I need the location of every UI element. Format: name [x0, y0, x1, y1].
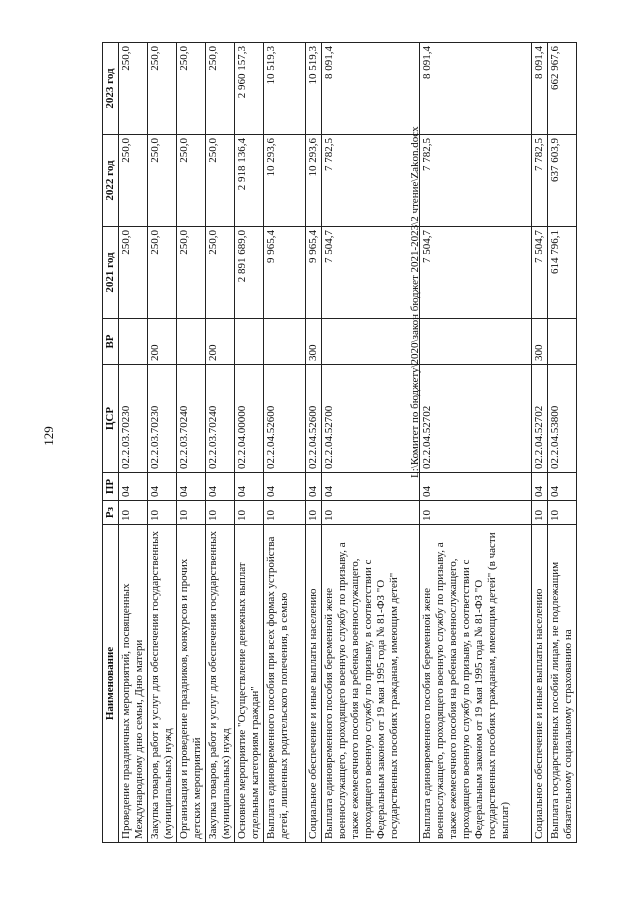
cell-2021: 7 504,7: [532, 227, 548, 319]
cell-2022: 2 918 136,4: [235, 135, 264, 227]
table-row: [532, 43, 548, 843]
cell-vr: [119, 319, 148, 365]
cell-vr: [548, 319, 577, 365]
cell-rz: 10: [235, 501, 264, 525]
cell-rz: 10: [420, 501, 532, 525]
cell-2023: 8 091,4: [322, 43, 420, 135]
cell-2021: 614 796,1: [548, 227, 577, 319]
table-row: [322, 43, 420, 843]
cell-name: Социальное обеспечение и иные выплаты населению: [532, 525, 548, 843]
cell-rz: 10: [322, 501, 420, 525]
cell-vr: [177, 319, 206, 365]
cell-pr: 04: [548, 473, 577, 501]
cell-name: Основное мероприятие "Осуществление денежных выплат отдельным категориям граждан": [235, 525, 264, 843]
page-number: 129: [41, 426, 56, 446]
cell-2022: 7 782,5: [532, 135, 548, 227]
table-row: [206, 43, 235, 843]
header-vr: ВР: [103, 319, 119, 365]
cell-vr: [264, 319, 306, 365]
cell-csr: 02.2.04.52700: [322, 365, 420, 473]
cell-2023: 8 091,4: [420, 43, 532, 135]
cell-2023: 250,0: [119, 43, 148, 135]
cell-2022: 10 293,6: [306, 135, 322, 227]
cell-2023: 250,0: [148, 43, 177, 135]
cell-vr: [420, 319, 532, 365]
cell-2023: 10 519,3: [306, 43, 322, 135]
cell-name: Закупка товаров, работ и услуг для обеспечения государственных (муниципальных) нужд: [148, 525, 177, 843]
cell-vr: 200: [148, 319, 177, 365]
cell-2022: 250,0: [177, 135, 206, 227]
cell-csr: 02.2.04.52600: [306, 365, 322, 473]
table-row: [420, 43, 532, 843]
cell-2021: 9 965,4: [264, 227, 306, 319]
cell-2021: 250,0: [119, 227, 148, 319]
cell-csr: 02.2.03.70230: [119, 365, 148, 473]
cell-2021: 2 891 689,0: [235, 227, 264, 319]
cell-2023: 10 519,3: [264, 43, 306, 135]
header-2022: 2022 год: [103, 135, 119, 227]
footer-file-path: L:\Комитет по бюджету\2020\закон бюджет 2021-2023\2 чтение\Zakon.docx: [409, 126, 422, 478]
cell-csr: 02.2.04.52702: [420, 365, 532, 473]
cell-csr: 02.2.04.52600: [264, 365, 306, 473]
table-row: [306, 43, 322, 843]
cell-vr: 200: [206, 319, 235, 365]
cell-pr: 04: [322, 473, 420, 501]
cell-2022: 250,0: [148, 135, 177, 227]
table-row: [177, 43, 206, 843]
cell-rz: 10: [548, 501, 577, 525]
cell-2023: 250,0: [177, 43, 206, 135]
cell-2021: 7 504,7: [322, 227, 420, 319]
cell-name: Социальное обеспечение и иные выплаты населению: [306, 525, 322, 843]
cell-rz: 10: [264, 501, 306, 525]
cell-name: Проведение праздничных мероприятий, посвященных Международному дню семьи, Дню матери: [119, 525, 148, 843]
header-rz: Рз: [103, 501, 119, 525]
cell-rz: 10: [148, 501, 177, 525]
table-header-row: [103, 43, 119, 843]
cell-pr: 04: [306, 473, 322, 501]
table-row: [148, 43, 177, 843]
cell-2022: 250,0: [206, 135, 235, 227]
cell-2022: 250,0: [119, 135, 148, 227]
header-name: Наименование: [103, 525, 119, 843]
cell-name: Выплата государственных пособий лицам, не подлежащим обязательному социальному страхованию на: [548, 525, 577, 843]
table-row: [548, 43, 577, 843]
cell-csr: 02.2.03.70240: [177, 365, 206, 473]
cell-2023: 662 967,6: [548, 43, 577, 135]
cell-name: Выплата единовременного пособия при всех формах устройства детей, лишенных родительского попечения, в семью: [264, 525, 306, 843]
cell-2021: 250,0: [206, 227, 235, 319]
cell-csr: 02.2.04.52702: [532, 365, 548, 473]
cell-rz: 10: [119, 501, 148, 525]
cell-2021: 9 965,4: [306, 227, 322, 319]
rotated-table-container: [102, 43, 572, 843]
cell-csr: 02.2.03.70230: [148, 365, 177, 473]
cell-rz: 10: [177, 501, 206, 525]
cell-pr: 04: [206, 473, 235, 501]
cell-rz: 10: [532, 501, 548, 525]
cell-2023: 8 091,4: [532, 43, 548, 135]
cell-name: Организация и проведение праздников, конкурсов и прочих детских мероприятий: [177, 525, 206, 843]
cell-pr: 04: [264, 473, 306, 501]
header-pr: ПР: [103, 473, 119, 501]
cell-2023: 2 960 157,3: [235, 43, 264, 135]
cell-vr: [322, 319, 420, 365]
cell-rz: 10: [206, 501, 235, 525]
cell-pr: 04: [148, 473, 177, 501]
cell-csr: 02.2.04.53800: [548, 365, 577, 473]
table-row: [235, 43, 264, 843]
cell-2022: 7 782,5: [322, 135, 420, 227]
cell-2021: 250,0: [148, 227, 177, 319]
cell-pr: 04: [119, 473, 148, 501]
cell-2021: 250,0: [177, 227, 206, 319]
cell-2022: 10 293,6: [264, 135, 306, 227]
cell-2023: 250,0: [206, 43, 235, 135]
cell-2022: 637 603,9: [548, 135, 577, 227]
cell-name: Выплата единовременного пособия беременной жене военнослужащего, проходящего военную службу по призыву, а также ежемесячного пособия на ребенка военнослужащего, проходящего военную службу по призыву, в соответствии с Федеральным законом от 19 мая 1995 года № 81-ФЗ "О государственных пособиях гражданам, имеющим детей": [322, 525, 420, 843]
cell-pr: 04: [235, 473, 264, 501]
cell-csr: 02.2.04.00000: [235, 365, 264, 473]
cell-vr: [235, 319, 264, 365]
cell-pr: 04: [177, 473, 206, 501]
header-csr: ЦСР: [103, 365, 119, 473]
cell-2021: 7 504,7: [420, 227, 532, 319]
header-2021: 2021 год: [103, 227, 119, 319]
cell-pr: 04: [532, 473, 548, 501]
cell-2022: 7 782,5: [420, 135, 532, 227]
cell-vr: 300: [532, 319, 548, 365]
table-row: [119, 43, 148, 843]
cell-pr: 04: [420, 473, 532, 501]
cell-name: Закупка товаров, работ и услуг для обеспечения государственных (муниципальных) нужд: [206, 525, 235, 843]
budget-table: [102, 42, 577, 843]
cell-csr: 02.2.03.70240: [206, 365, 235, 473]
header-2023: 2023 год: [103, 43, 119, 135]
cell-name: Выплата единовременного пособия беременной жене военнослужащего, проходящего военную службу по призыву, а также ежемесячного пособия на ребенка военнослужащего, проходящего военную службу по призыву, в соответствии с Федеральным законом от 19 мая 1995 года № 81-ФЗ "О государственных пособиях гражданам, имеющим детей" (в части выплат): [420, 525, 532, 843]
cell-rz: 10: [306, 501, 322, 525]
cell-vr: 300: [306, 319, 322, 365]
table-row: [264, 43, 306, 843]
